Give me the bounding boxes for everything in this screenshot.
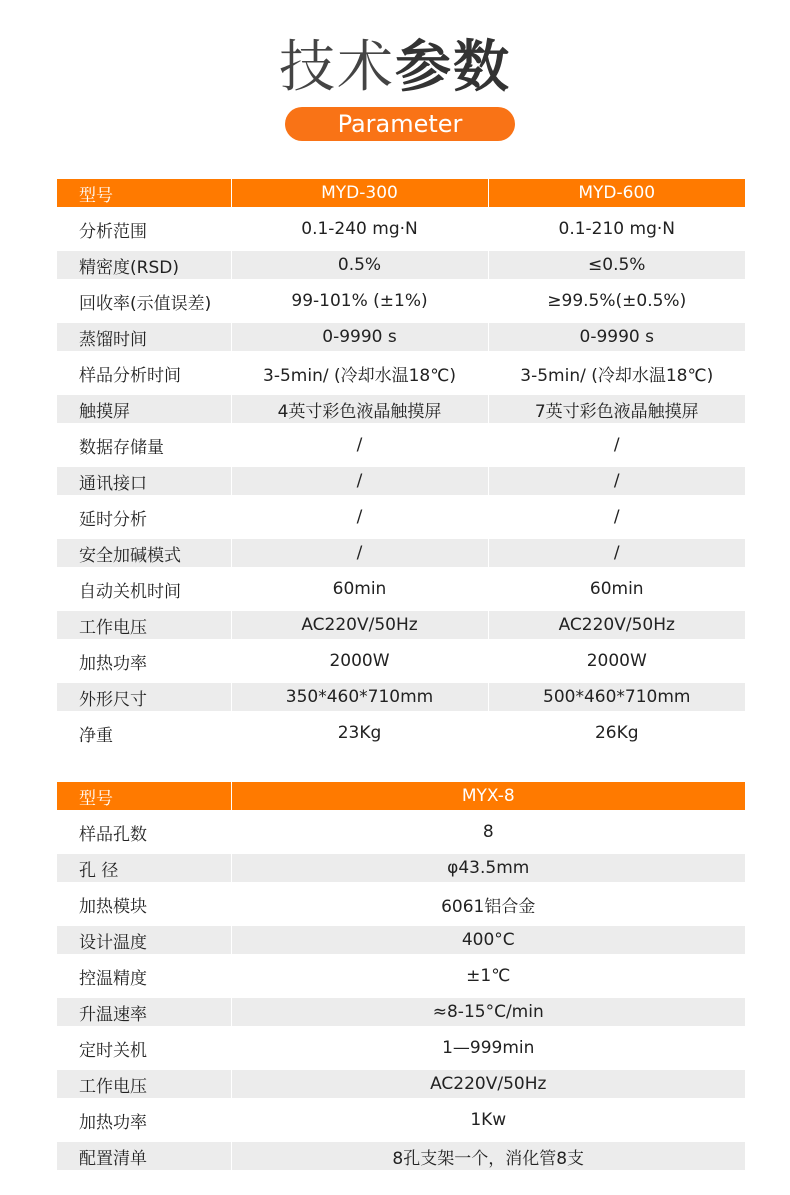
row-value: 350*460*710mm — [231, 683, 488, 711]
header-cell-model: MYX-8 — [231, 782, 745, 810]
row-value: 1Kw — [231, 1098, 745, 1142]
row-value: ±1℃ — [231, 954, 745, 998]
table-row — [57, 711, 745, 755]
row-value: 99-101% (±1%) — [231, 279, 488, 323]
header-cell-label: 型号 — [57, 782, 231, 810]
row-label: 安全加碱模式 — [57, 539, 231, 567]
row-label: 配置清单 — [57, 1142, 231, 1170]
row-value: 8 — [231, 810, 745, 854]
row-value: / — [488, 539, 745, 567]
row-value: / — [488, 467, 745, 495]
row-value: / — [231, 495, 488, 539]
row-label: 分析范围 — [57, 207, 231, 251]
row-value: φ43.5mm — [231, 854, 745, 882]
row-value: 8孔支架一个，消化管8支 — [231, 1142, 745, 1170]
row-value: 0.5% — [231, 251, 488, 279]
row-value: 3-5min/ (冷却水温18℃) — [231, 351, 488, 395]
table-row — [57, 351, 745, 395]
row-label: 样品孔数 — [57, 810, 231, 854]
page-title-light: 技术 — [279, 35, 395, 100]
row-value: 60min — [488, 567, 745, 611]
row-value: AC220V/50Hz — [231, 611, 488, 639]
table-row — [57, 251, 745, 279]
table-header-row — [57, 179, 745, 207]
table-row — [57, 1070, 745, 1098]
row-value: 4英寸彩色液晶触摸屏 — [231, 395, 488, 423]
spec-table-myd — [57, 179, 745, 755]
row-label: 定时关机 — [57, 1026, 231, 1070]
row-label: 蒸馏时间 — [57, 323, 231, 351]
row-label: 样品分析时间 — [57, 351, 231, 395]
table-row — [57, 567, 745, 611]
table-header-row — [57, 782, 745, 810]
row-value: ≥99.5%(±0.5%) — [488, 279, 745, 323]
table-row — [57, 279, 745, 323]
row-label: 控温精度 — [57, 954, 231, 998]
header-cell-label: 型号 — [57, 179, 231, 207]
row-value: 400°C — [231, 926, 745, 954]
header-cell-model: MYD-300 — [231, 179, 488, 207]
row-label: 触摸屏 — [57, 395, 231, 423]
table-row — [57, 207, 745, 251]
page-title-bold: 参数 — [395, 35, 511, 100]
row-value: AC220V/50Hz — [231, 1070, 745, 1098]
spec-table-myx — [57, 782, 745, 1170]
row-label: 设计温度 — [57, 926, 231, 954]
row-value: 0.1-210 mg·N — [488, 207, 745, 251]
row-label: 净重 — [57, 711, 231, 755]
row-value: 0.1-240 mg·N — [231, 207, 488, 251]
table-row — [57, 467, 745, 495]
row-label: 数据存储量 — [57, 423, 231, 467]
table-row — [57, 495, 745, 539]
row-label: 工作电压 — [57, 611, 231, 639]
row-value: ≤0.5% — [488, 251, 745, 279]
table-row — [57, 683, 745, 711]
row-value: 23Kg — [231, 711, 488, 755]
row-label: 升温速率 — [57, 998, 231, 1026]
row-label: 工作电压 — [57, 1070, 231, 1098]
table-row — [57, 1142, 745, 1170]
subtitle-badge: Parameter — [285, 107, 515, 141]
row-label: 外形尺寸 — [57, 683, 231, 711]
table-row — [57, 810, 745, 854]
row-value: 2000W — [488, 639, 745, 683]
row-value: 2000W — [231, 639, 488, 683]
row-value: 500*460*710mm — [488, 683, 745, 711]
table-row — [57, 539, 745, 567]
row-value: 7英寸彩色液晶触摸屏 — [488, 395, 745, 423]
row-label: 孔 径 — [57, 854, 231, 882]
table-row — [57, 1026, 745, 1070]
row-value: 3-5min/ (冷却水温18℃) — [488, 351, 745, 395]
row-value: / — [231, 423, 488, 467]
table-row — [57, 639, 745, 683]
row-value: 1—999min — [231, 1026, 745, 1070]
row-value: 0-9990 s — [231, 323, 488, 351]
row-value: / — [231, 539, 488, 567]
row-value: 60min — [231, 567, 488, 611]
row-value: ≈8-15°C/min — [231, 998, 745, 1026]
row-label: 回收率(示值误差) — [57, 279, 231, 323]
header-cell-model: MYD-600 — [488, 179, 745, 207]
row-value: / — [231, 467, 488, 495]
row-label: 加热功率 — [57, 1098, 231, 1142]
row-value: AC220V/50Hz — [488, 611, 745, 639]
row-label: 通讯接口 — [57, 467, 231, 495]
table-row — [57, 423, 745, 467]
row-value: 6061铝合金 — [231, 882, 745, 926]
row-label: 精密度(RSD) — [57, 251, 231, 279]
row-value: / — [488, 423, 745, 467]
table-row — [57, 395, 745, 423]
row-value: 26Kg — [488, 711, 745, 755]
table-row — [57, 611, 745, 639]
table-row — [57, 998, 745, 1026]
page-title — [0, 34, 790, 102]
row-value: / — [488, 495, 745, 539]
table-row — [57, 954, 745, 998]
row-label: 加热模块 — [57, 882, 231, 926]
row-label: 自动关机时间 — [57, 567, 231, 611]
row-label: 加热功率 — [57, 639, 231, 683]
table-row — [57, 882, 745, 926]
table-row — [57, 323, 745, 351]
table-row — [57, 926, 745, 954]
table-row — [57, 854, 745, 882]
row-label: 延时分析 — [57, 495, 231, 539]
table-row — [57, 1098, 745, 1142]
row-value: 0-9990 s — [488, 323, 745, 351]
